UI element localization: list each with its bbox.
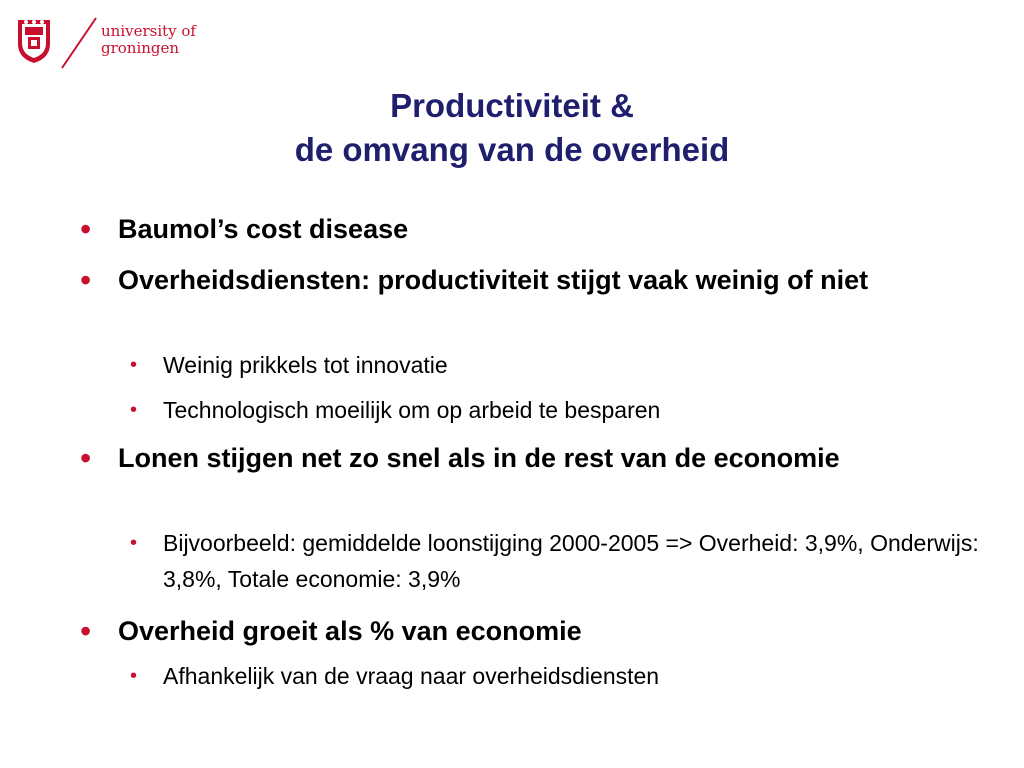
bullet-marker: •	[80, 440, 92, 476]
title-line-2: de omvang van de overheid	[294, 131, 730, 168]
sub-bullet-marker: •	[130, 532, 138, 554]
bullet-item: Overheidsdiensten: productiviteit stijgt vaak weinig of niet	[118, 265, 869, 295]
bullet-item: Overheid groeit als % van economie	[118, 616, 582, 646]
bullet-item: Baumol’s cost disease	[118, 214, 409, 244]
sub-bullet-item: Technologisch moeilijk om op arbeid te besparen	[163, 397, 661, 423]
sub-bullet-marker: •	[130, 354, 138, 376]
bullet-marker: •	[80, 211, 92, 247]
bullet-marker: •	[80, 262, 92, 298]
sub-bullet-item: Weinig prikkels tot innovatie	[163, 352, 448, 378]
sub-bullet-marker: •	[130, 665, 138, 687]
sub-bullet-item: Afhankelijk van de vraag naar overheidsdiensten	[163, 663, 660, 689]
sub-bullet-marker: •	[130, 399, 138, 421]
logo-wordmark: university of groningen	[101, 22, 196, 57]
sub-bullet-item: Bijvoorbeeld: gemiddelde loonstijging 2000-2005 => Overheid: 3,9%, Onderwijs: 3,8%, Totale economie: 3,9%	[163, 530, 979, 592]
bullet-item: Lonen stijgen net zo snel als in de rest van de economie	[118, 443, 840, 473]
bullet-marker: •	[80, 613, 92, 649]
title-line-1: Productiviteit &	[390, 87, 634, 124]
